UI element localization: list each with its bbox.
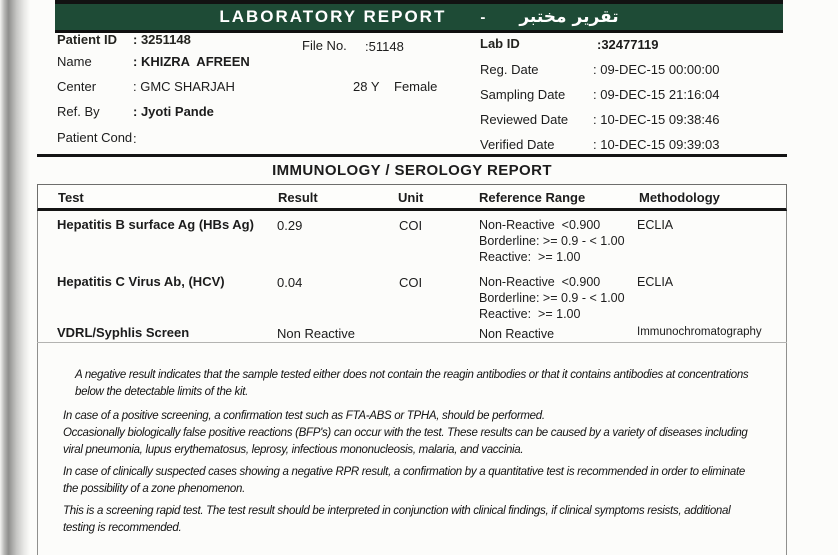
- patient-sex: Female: [394, 79, 438, 94]
- test-result: 0.29: [277, 218, 303, 233]
- reference-range-line: Reactive: >= 1.00: [479, 307, 581, 321]
- verified-date-label: Verified Date: [480, 137, 555, 152]
- note-line: In case of a positive screening, a confirmation test such as FTA-ABS or TPHA, should be performed.: [63, 410, 545, 422]
- test-methodology: ECLIA: [637, 218, 674, 232]
- note-line: In case of clinically suspected cases showing a negative RPR result, a confirmation by a quantitative test is recommended in order to eliminate: [63, 466, 745, 478]
- note-line: Occasionally biologically false positive reactions (BFP's) can occur with the test. These results can be caused by a variety of diseases including: [63, 427, 748, 439]
- table-header-row: [37, 184, 787, 211]
- note-line: testing is recommended.: [63, 522, 182, 534]
- reference-range-line: Non-Reactive <0.900: [479, 218, 601, 232]
- reg-date-value: : 09-DEC-15 00:00:00: [593, 62, 720, 77]
- note-line: the possibility of a zone phenomenon.: [63, 483, 245, 495]
- verified-date-value: : 10-DEC-15 09:39:03: [593, 137, 720, 152]
- center-label: Center: [57, 79, 97, 94]
- test-result: 0.04: [277, 275, 303, 290]
- patient-age: 28 Y: [353, 79, 380, 94]
- test-methodology: Immunochromatography: [637, 326, 762, 338]
- report-title-english: LABORATORY REPORT: [219, 7, 447, 26]
- test-name: Hepatitis B surface Ag (HBs Ag): [57, 217, 254, 232]
- lab-id-value: :32477119: [597, 37, 659, 52]
- report-title-bar: [55, 4, 783, 33]
- test-name: Hepatitis C Virus Ab, (HCV): [57, 274, 225, 289]
- table-left-border: [37, 211, 38, 555]
- reference-range-line: Reactive: >= 1.00: [479, 250, 581, 264]
- test-name: VDRL/Syphlis Screen: [57, 325, 190, 340]
- column-header-reference-range: Reference Range: [479, 190, 586, 205]
- sampling-date-label: Sampling Date: [480, 87, 566, 102]
- column-header-methodology: Methodology: [639, 190, 720, 205]
- reg-date-label: Reg. Date: [480, 62, 539, 77]
- name-label: Name: [57, 54, 92, 69]
- note-line: below the detectable limits of the kit.: [75, 386, 249, 398]
- reviewed-date-label: Reviewed Date: [480, 112, 569, 127]
- patient-id-value: : 3251148: [133, 32, 191, 47]
- lab-id-label: Lab ID: [480, 36, 520, 51]
- ref-by-value: : Jyoti Pande: [133, 104, 214, 119]
- ref-by-label: Ref. By: [57, 104, 100, 119]
- column-header-unit: Unit: [398, 190, 424, 205]
- sampling-date-value: : 09-DEC-15 21:16:04: [593, 87, 720, 102]
- test-unit: COI: [399, 218, 423, 233]
- report-title-arabic: تقرير مختبر: [519, 7, 619, 27]
- note-line: A negative result indicates that the sample tested either does not contain the reagin antibodies or that it contains antibodies at concentrations: [75, 369, 749, 381]
- patient-cond-label: Patient Cond: [57, 130, 133, 145]
- section-title: IMMUNOLOGY / SEROLOGY REPORT: [272, 162, 552, 179]
- patient-id-label: Patient ID: [57, 32, 117, 47]
- note-line: This is a screening rapid test. The test result should be interpreted in conjunction with clinical findings, if clinical symptoms resists, additional: [63, 505, 731, 517]
- table-right-border: [786, 211, 787, 555]
- reference-range-line: Borderline: >= 0.9 - < 1.00: [479, 291, 625, 305]
- patient-cond-value: :: [133, 131, 137, 146]
- file-no-label: File No.: [302, 38, 347, 53]
- title-separator: -: [480, 8, 486, 26]
- section-divider-line: [37, 154, 787, 157]
- file-no-value: :51148: [365, 39, 404, 54]
- column-header-result: Result: [278, 190, 318, 205]
- center-value: : GMC SHARJAH: [133, 79, 235, 94]
- reference-range-line: Non-Reactive <0.900: [479, 275, 601, 289]
- scan-edge-strip: [0, 0, 30, 555]
- column-header-test: Test: [58, 190, 84, 205]
- reviewed-date-value: : 10-DEC-15 09:38:46: [593, 112, 720, 127]
- note-line: viral pneumonia, lupus erythematosus, leprosy, infectious mononucleosis, malaria, and vaccinia.: [63, 444, 524, 456]
- table-bottom-line: [37, 342, 787, 343]
- test-methodology: ECLIA: [637, 275, 674, 289]
- reference-range-line: Non Reactive: [479, 327, 555, 341]
- name-value: : KHIZRA AFREEN: [133, 54, 250, 69]
- test-unit: COI: [399, 275, 423, 290]
- test-result: Non Reactive: [277, 326, 356, 341]
- reference-range-line: Borderline: >= 0.9 - < 1.00: [479, 234, 625, 248]
